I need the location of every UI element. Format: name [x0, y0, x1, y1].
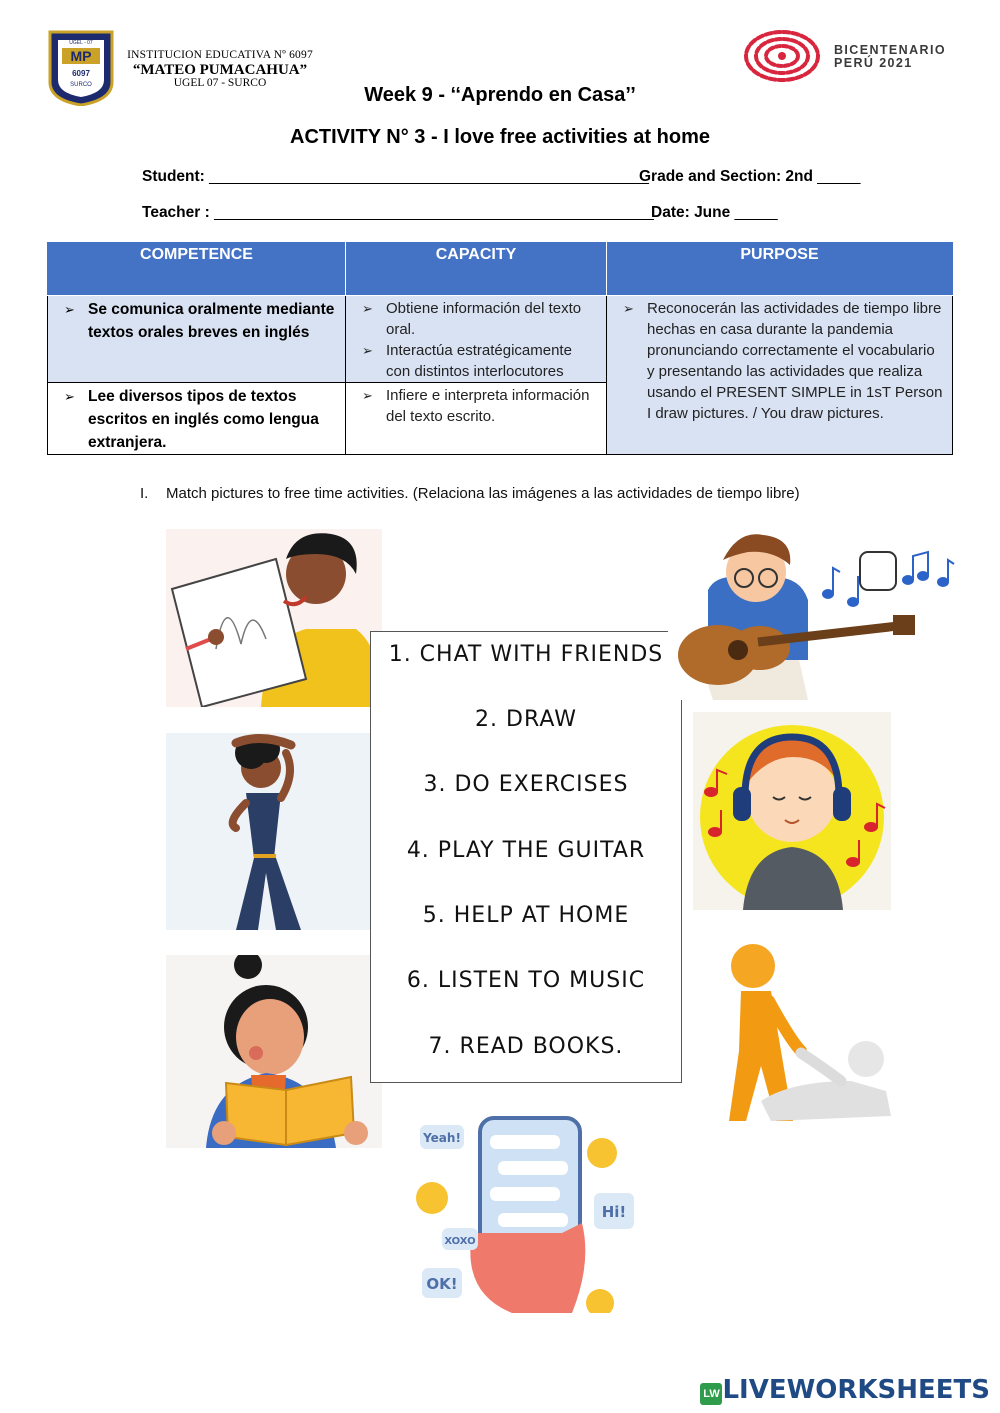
activity-listen-to-music[interactable]: 6. LISTEN TO MUSIC	[406, 968, 646, 993]
chat-bubble-ok: OK!	[426, 1275, 458, 1293]
purpose-cell	[607, 296, 953, 455]
capacity-item: ➢ Interactúa estratégicamente con distintos interlocutores	[354, 340, 598, 382]
bicentenario-logo-icon	[742, 28, 822, 84]
instruction-number: I.	[140, 485, 149, 502]
liveworksheets-logo[interactable]	[700, 1375, 990, 1405]
shield-bottom-text: SURCO	[70, 82, 92, 88]
capacity-item: ➢ Infiere e interpreta información del texto escrito.	[354, 385, 598, 427]
reading-picture[interactable]	[166, 955, 382, 1148]
header-capacity: CAPACITY	[346, 243, 607, 296]
table-header-row	[48, 243, 953, 296]
grade-field	[639, 168, 860, 186]
week-title: Week 9 - ‘‘Aprendo en Casa’’	[364, 84, 636, 106]
capacity-cell-1	[346, 296, 607, 383]
draw-picture[interactable]	[166, 529, 382, 707]
competence-item: ➢ Lee diversos tipos de textos escritos en inglés como lengua extranjera.	[56, 385, 337, 454]
activity-help-at-home[interactable]: 5. HELP AT HOME	[422, 903, 630, 928]
grade-input-line[interactable]: _____	[817, 168, 861, 185]
teacher-label: Teacher :	[142, 204, 210, 221]
instruction	[140, 485, 800, 502]
grade-label: Grade and Section: 2nd	[639, 168, 813, 185]
instruction-text: Match pictures to free time activities. (Relaciona las imágenes a las actividades de tiempo libre)	[166, 485, 800, 502]
chat-bubble-yeah: Yeah!	[423, 1131, 461, 1145]
activity-play-guitar[interactable]: 4. PLAY THE GUITAR	[406, 838, 646, 863]
music-picture[interactable]	[693, 712, 891, 910]
liveworksheets-text: LIVEWORKSHEETS	[722, 1375, 990, 1405]
guitar-picture[interactable]	[668, 530, 958, 700]
activity-chat-with-friends[interactable]: 1. CHAT WITH FRIENDS	[388, 642, 664, 667]
student-label: Student:	[142, 168, 205, 185]
bicentenario-line2: PERÚ 2021	[834, 56, 913, 70]
purpose-item: ➢ Reconocerán las actividades de tiempo libre hechas en casa durante la pandemia pronunciando correctamente el vocabulario y presentando las actividades que realiza usando el PRESENT SIMPLE in 1sT Person I draw pictures. / You draw pictures.	[615, 298, 944, 424]
activity-read-books[interactable]: 7. READ BOOKS.	[428, 1034, 624, 1059]
competence-table	[47, 242, 953, 455]
liveworksheets-mark-icon: LW	[700, 1383, 722, 1405]
header-purpose: PURPOSE	[607, 243, 953, 296]
activity-word-box	[370, 631, 682, 1083]
bicentenario-text	[834, 44, 946, 70]
table-row	[48, 296, 953, 383]
teacher-field	[142, 204, 654, 222]
activity-draw[interactable]: 2. DRAW	[475, 707, 577, 732]
bicentenario-line1: BICENTENARIO	[834, 43, 946, 57]
student-input-line[interactable]: ___________________________________________________	[209, 168, 649, 185]
competence-cell-2	[48, 383, 346, 455]
chat-bubble-xoxo: XOXO	[444, 1236, 476, 1247]
chat-bubble-hi: Hi!	[601, 1203, 627, 1221]
exercise-picture[interactable]	[166, 733, 382, 930]
capacity-item: ➢ Obtiene información del texto oral.	[354, 298, 598, 340]
school-ugel: UGEL 07 - SURCO	[173, 76, 267, 89]
competence-item: ➢ Se comunica oralmente mediante textos orales breves en inglés	[56, 298, 337, 344]
activity-title: ACTIVITY N° 3 - I love free activities at home	[290, 126, 710, 148]
chat-picture[interactable]	[402, 1113, 645, 1313]
date-field	[651, 204, 778, 222]
competence-cell-1	[48, 296, 346, 383]
activity-do-exercises[interactable]: 3. DO EXERCISES	[423, 772, 629, 797]
date-label: Date: June	[651, 204, 731, 221]
header-competence: COMPETENCE	[48, 243, 346, 296]
shield-initials: MP	[70, 48, 92, 64]
student-field	[142, 168, 649, 186]
help-at-home-picture[interactable]	[701, 931, 911, 1131]
teacher-input-line[interactable]: ___________________________________________________	[214, 204, 654, 221]
date-input-line[interactable]: _____	[734, 204, 778, 221]
shield-number: 6097	[72, 69, 90, 78]
capacity-cell-2	[346, 383, 607, 455]
shield-top-text: UGEL - 07	[69, 40, 93, 46]
school-institution: INSTITUCION EDUCATIVA Nº 6097	[127, 49, 313, 61]
school-name: “MATEO PUMACAHUA”	[132, 61, 308, 78]
